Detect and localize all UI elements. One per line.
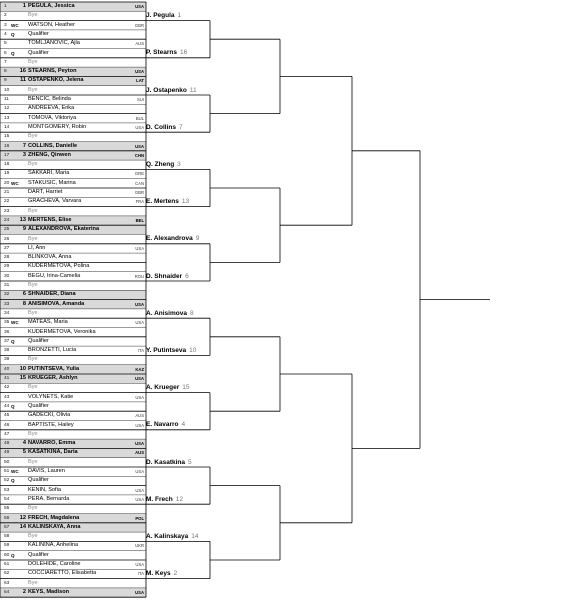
draw-position-number: 28 (4, 255, 10, 261)
entry-status: WC (11, 22, 19, 28)
draw-position-number: 53 (4, 487, 10, 493)
country-code: USA (135, 320, 144, 326)
seed-number: 10 (19, 365, 26, 372)
draw-position-number: 27 (4, 245, 10, 251)
player-name: M. Frech (146, 495, 173, 503)
player-name: KALINSKAYA, Anna (28, 523, 81, 530)
player-name: NAVARRO, Emma (28, 440, 76, 447)
player-name: Qualifier (28, 337, 49, 344)
country-code: FRA (135, 199, 144, 205)
draw-position-number: 22 (4, 199, 10, 205)
player-name: Bye (28, 458, 38, 465)
draw-position-number: 57 (4, 524, 10, 530)
player-name: TOMLJANOVIC, Ajla (28, 40, 80, 47)
player-name: Bye (28, 533, 38, 540)
player-name: Qualifier (28, 402, 49, 409)
player-name: GRACHEVA, Varvara (28, 198, 82, 205)
country-code: BEL (135, 217, 144, 223)
player-name: OSTAPENKO, Jelena (28, 77, 84, 84)
round2-player (146, 383, 206, 392)
player-name: DOLEHIDE, Caroline (28, 561, 81, 567)
seed-number: 2 (22, 588, 26, 595)
player-name: D. Kasatkina (146, 458, 186, 466)
entry-status: WC (11, 320, 19, 326)
draw-position-number: 36 (4, 329, 10, 335)
player-name: Bye (28, 58, 38, 65)
draw-position-number: 3 (4, 22, 7, 28)
entry-status: WC (11, 180, 19, 186)
player-name: Y. Putintseva (146, 346, 187, 354)
seed-number: 5 (22, 449, 26, 456)
country-code: USA (135, 124, 144, 130)
draw-position-number: 47 (4, 431, 10, 437)
seed-number: 9 (22, 226, 26, 233)
seed-number: 2 (173, 570, 178, 578)
player-name: Q. Zheng (146, 160, 175, 168)
player-name: D. Collins (146, 123, 176, 131)
player-name: STAKUSIC, Marina (28, 179, 76, 186)
country-code: ROU (134, 273, 144, 279)
seed-number: 4 (181, 421, 186, 429)
player-name: ANISIMOVA, Amanda (28, 300, 85, 307)
seed-number: 8 (22, 300, 26, 307)
player-name: A. Anisimova (146, 309, 187, 317)
player-name: KUDERMETOVA, Veronika (28, 328, 96, 335)
seed-number: 14 (19, 523, 26, 530)
country-code: USA (135, 143, 144, 149)
round2-player (146, 160, 206, 169)
player-name: Bye (28, 12, 38, 19)
player-name: WATSON, Heather (28, 21, 75, 28)
seed-number: 11 (189, 86, 197, 94)
draw-position-number: 10 (4, 87, 10, 93)
country-code: USA (135, 245, 144, 251)
draw-position-number: 61 (4, 562, 10, 567)
draw-position-number: 52 (4, 478, 10, 484)
country-code: USA (135, 441, 144, 447)
draw-position-number: 18 (4, 162, 10, 168)
draw-position-number: 15 (4, 134, 10, 140)
player-name: A. Krueger (146, 384, 180, 392)
round2-player (146, 234, 206, 243)
seed-number: 7 (22, 142, 26, 149)
seed-number: 7 (178, 123, 183, 131)
round2-player (146, 86, 206, 95)
draw-position-number: 24 (4, 217, 10, 223)
draw-position-number: 62 (4, 571, 10, 577)
seed-number: 15 (182, 384, 190, 392)
seed-number: 1 (22, 3, 26, 9)
draw-position-number: 14 (4, 124, 10, 130)
player-name: J. Pegula (146, 12, 175, 20)
seed-number: 6 (22, 291, 26, 298)
entry-status: WC (11, 469, 19, 474)
player-name: DAVIS, Lauren (28, 468, 65, 474)
country-code: KAZ (135, 366, 144, 372)
country-code: ITA (137, 571, 144, 577)
seed-number: 8 (189, 309, 194, 317)
draw-position-number: 60 (4, 552, 10, 558)
player-name: Bye (28, 505, 38, 512)
player-name: KUDERMETOVA, Polina (28, 263, 90, 270)
seed-number: 3 (177, 160, 181, 168)
country-code: LAT (136, 78, 144, 84)
round2-player (146, 569, 206, 578)
country-code: CHN (134, 152, 144, 158)
draw-position-number: 58 (4, 534, 10, 540)
draw-position-number: 23 (4, 208, 10, 214)
player-name: SAKKARI, Maria (28, 170, 70, 177)
country-code: GBR (134, 22, 144, 28)
draw-position-number: 43 (4, 394, 10, 400)
player-name: PERA, Bernarda (28, 495, 70, 502)
player-name: MONTGOMERY, Robin (28, 123, 87, 130)
player-name: Qualifier (28, 551, 49, 558)
round2-player (146, 420, 206, 429)
seed-number: 15 (19, 375, 26, 381)
draw-position-number: 8 (4, 69, 7, 75)
round2-player (146, 123, 206, 132)
country-code: ITA (137, 348, 144, 354)
seed-number: 11 (20, 77, 26, 84)
player-name: KALININA, Anhelina (28, 542, 79, 549)
country-code: USA (135, 69, 144, 75)
player-name: E. Alexandrova (146, 235, 193, 243)
player-name: BRONZETTI, Lucia (28, 347, 77, 354)
draw-position-number: 45 (4, 413, 10, 419)
round2-player (146, 11, 206, 20)
draw-position-number: 44 (4, 403, 10, 409)
draw-position-number: 35 (4, 320, 10, 326)
country-code: USA (135, 589, 144, 595)
draw-position-number: 54 (4, 496, 10, 502)
draw-position-number: 9 (4, 78, 7, 84)
draw-position-number: 64 (4, 589, 10, 595)
entry-status: Q (11, 338, 15, 344)
seed-number: 12 (19, 514, 26, 521)
draw-position-number: 21 (4, 190, 10, 195)
draw-position-number: 40 (4, 366, 10, 372)
seed-number: 13 (181, 198, 190, 206)
seed-number: 4 (22, 440, 26, 447)
draw-position-number: 1 (4, 4, 7, 9)
player-name: ALEXANDROVA, Ekaterina (28, 226, 100, 233)
player-name: D. Shnaider (146, 272, 183, 280)
player-name: COLLINS, Danielle (28, 142, 78, 149)
draw-position-number: 5 (4, 41, 7, 47)
country-code: USA (135, 4, 144, 9)
player-name: Bye (28, 86, 38, 93)
player-name: TOMOVA, Viktoriya (28, 114, 77, 121)
country-code: GBR (134, 190, 144, 195)
country-code: SUI (137, 97, 144, 102)
draw-position-number: 26 (4, 236, 10, 242)
seed-number: 9 (195, 235, 200, 243)
draw-position-number: 34 (4, 310, 10, 316)
player-name: COCCIARETTO, Elisabetta (28, 570, 97, 577)
player-name: Bye (28, 207, 38, 214)
player-name: MATEAS, Maria (28, 319, 68, 326)
round2-player (146, 458, 206, 467)
draw-position-number: 46 (4, 422, 10, 428)
seed-number: 10 (189, 346, 197, 354)
player-name: PEGULA, Jessica (28, 3, 75, 9)
entry-status: Q (11, 50, 15, 56)
draw-position-number: 16 (4, 143, 10, 149)
player-name: KEYS, Madison (28, 588, 70, 595)
country-code: UKR (135, 543, 144, 549)
player-name: GADECKI, Olivia (28, 412, 71, 419)
country-code: USA (135, 487, 144, 493)
draw-position-number: 56 (4, 515, 10, 521)
player-name: STEARNS, Peyton (28, 68, 77, 75)
country-code: AUS (135, 41, 144, 47)
country-code: AUS (135, 413, 144, 419)
country-code: BUL (135, 115, 144, 121)
player-name: E. Mertens (146, 198, 179, 206)
seed-number: 1 (177, 12, 182, 20)
player-name: ANDREEVA, Erika (28, 105, 75, 112)
draw-position-number: 13 (4, 115, 10, 121)
player-name: ZHENG, Qinwen (28, 151, 71, 158)
country-code: POL (135, 515, 144, 521)
player-name: Bye (28, 161, 38, 168)
player-name: LI, Ann (28, 244, 46, 251)
seed-number: 12 (175, 495, 183, 503)
player-name: SHNAIDER, Diana (28, 291, 76, 298)
draw-position-number: 48 (4, 441, 10, 447)
player-name: VOLYNETS, Katie (28, 393, 74, 400)
round2-player (146, 197, 206, 206)
player-name: Bye (28, 282, 38, 288)
draw-position-number: 49 (4, 450, 10, 456)
country-code: USA (135, 422, 144, 428)
draw-position-number: 42 (4, 385, 10, 391)
draw-position-number: 17 (4, 152, 10, 158)
round2-player (146, 532, 206, 541)
player-name: KRUEGER, Ashlyn (28, 375, 78, 381)
draw-position-number: 63 (4, 580, 10, 586)
round2-player (146, 309, 206, 318)
player-name: FRECH, Magdalena (28, 514, 80, 521)
draw-position-number: 6 (4, 50, 7, 56)
draw-position-number: 20 (4, 180, 10, 186)
player-name: Bye (28, 579, 38, 586)
draw-position-number: 19 (4, 171, 10, 177)
country-code: GRE (134, 171, 144, 177)
player-name: Qualifier (28, 49, 49, 56)
draw-position-number: 25 (4, 227, 10, 233)
entry-status: Q (11, 478, 15, 484)
player-name: Bye (28, 309, 38, 316)
player-name: Bye (28, 356, 38, 363)
entry-status: Q (11, 31, 15, 37)
draw-position-number: 39 (4, 357, 10, 363)
draw-position-number: 59 (4, 543, 10, 549)
country-code: USA (135, 469, 144, 474)
player-name: A. Kalinskaya (146, 532, 189, 540)
player-name: KENIN, Sofia (28, 486, 61, 493)
round2-player (146, 495, 206, 504)
draw-position-number: 55 (4, 506, 10, 512)
draw-position-number: 50 (4, 459, 10, 465)
country-code: AUS (135, 450, 144, 456)
seed-number: 5 (188, 458, 192, 466)
player-name: Bye (28, 133, 38, 140)
country-code: USA (135, 496, 144, 502)
seed-number: 6 (185, 272, 189, 280)
player-name: PUTINTSEVA, Yulia (28, 365, 80, 372)
player-name: BEGU, Irina-Camelia (28, 272, 81, 279)
player-name: DART, Harriet (28, 189, 63, 195)
draw-position-number: 29 (4, 264, 10, 270)
player-name: Bye (28, 384, 38, 391)
seed-number: 13 (19, 216, 26, 223)
round2-player (146, 48, 206, 57)
draw-position-number: 38 (4, 348, 10, 354)
draw-position-number: 33 (4, 301, 10, 307)
player-name: Qualifier (28, 477, 49, 484)
player-name: M. Keys (146, 570, 171, 578)
country-code: CAN (135, 180, 144, 186)
country-code: USA (135, 562, 144, 567)
country-code: USA (135, 301, 144, 307)
player-name: BLINKOVA, Anna (28, 254, 72, 261)
player-name: Bye (28, 430, 38, 437)
player-name: BENCIC, Belinda (28, 96, 71, 102)
seed-number: 16 (179, 49, 188, 57)
round2-player (146, 272, 206, 281)
player-name: BAPTISTE, Hailey (28, 421, 74, 428)
player-name: E. Navarro (146, 421, 179, 429)
draw-position-number: 11 (4, 97, 9, 102)
draw-position-number: 7 (4, 59, 7, 65)
seed-number: 16 (19, 68, 26, 75)
country-code: USA (135, 394, 144, 400)
player-name: P. Stearns (146, 49, 177, 57)
entry-status: Q (11, 552, 15, 558)
draw-position-number: 31 (4, 283, 10, 288)
draw-position-number: 12 (4, 106, 10, 112)
round2-player (146, 346, 206, 355)
draw-position-number: 37 (4, 338, 10, 344)
entry-status: Q (11, 403, 15, 409)
player-name: MERTENS, Elise (28, 216, 72, 223)
player-name: Qualifier (28, 30, 49, 37)
seed-number: 14 (191, 532, 199, 540)
draw-position-number: 41 (4, 376, 10, 381)
draw-position-number: 51 (4, 469, 10, 474)
player-name: KASATKINA, Daria (28, 449, 78, 456)
draw-position-number: 32 (4, 292, 10, 298)
country-code: USA (135, 376, 144, 381)
draw-position-number: 2 (4, 13, 7, 19)
player-name: Bye (28, 235, 38, 242)
seed-number: 3 (22, 151, 26, 158)
player-name: J. Ostapenko (146, 86, 187, 94)
draw-position-number: 30 (4, 273, 10, 279)
draw-position-number: 4 (4, 31, 7, 37)
